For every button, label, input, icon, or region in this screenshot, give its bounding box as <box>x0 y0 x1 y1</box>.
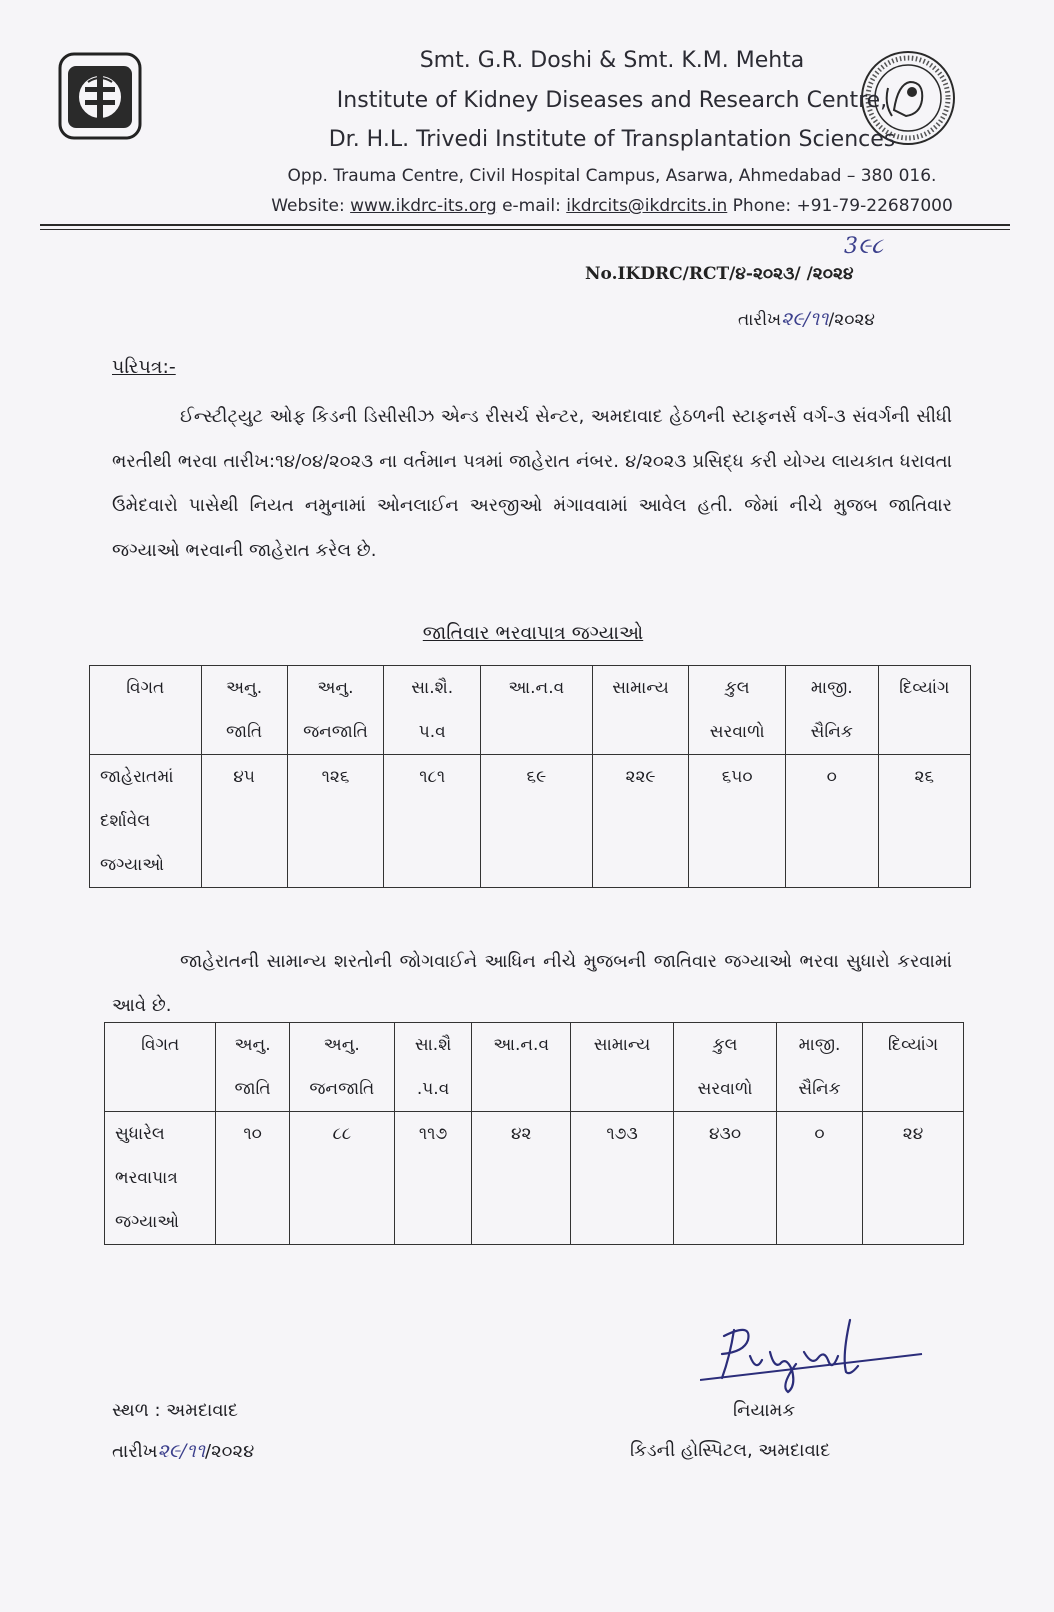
date-year: /૨૦૨૪ <box>828 310 875 330</box>
col-header: સા.શૈ. પ.વ <box>384 666 481 755</box>
date-label: તારીખ <box>112 1441 158 1462</box>
col-header: સામાન્ય <box>571 1023 674 1112</box>
cell-ex-serviceman: ૦ <box>786 755 878 888</box>
col-header: આ.ન.વ <box>472 1023 571 1112</box>
col-header: વિગત <box>105 1023 216 1112</box>
date-year: /૨૦૨૪ <box>205 1441 255 1462</box>
website-link[interactable]: www.ikdrc-its.org <box>350 196 497 216</box>
circular-heading: પરિપત્ર:- <box>112 356 176 378</box>
col-header: દિવ્યાંગ <box>878 666 971 755</box>
signatory-title: નિયામક <box>733 1400 796 1421</box>
table-title: જાતિવાર ભરવાપાત્ર જગ્યાઓ <box>422 622 644 644</box>
date-label: તારીખ <box>738 310 782 330</box>
reference-number: No.IKDRC/RCT/૪-૨૦૨૩/ /૨૦૨૪ <box>585 264 854 284</box>
header-divider-thin <box>40 229 1010 230</box>
col-header: કુલ સરવાળો <box>674 1023 777 1112</box>
header-divider <box>40 224 1010 226</box>
table-row <box>90 755 971 888</box>
cell-ews: ૪૨ <box>472 1112 571 1245</box>
email-label: e-mail: <box>496 196 567 216</box>
cell-st: ૧૨૬ <box>287 755 384 888</box>
phone-text: Phone: +91-79-22687000 <box>727 196 953 216</box>
circular-paragraph: ઈન્સ્ટીટ્યુટ ઓફ કિડની ડિસીસીઝ એન્ડ રીસર્ચ સેન્ટર, અમદાવાદ હેઠળની સ્ટાફનર્સ વર્ગ-૩ સંવર્ગની સીધી ભરતીથી ભરવા તારીખ:૧૪/૦૪/૨૦૨૩ ના વર્તમાન પત્રમાં જાહેરાત નંબર. ૪/૨૦૨૩ પ્રસિદ્ધ કરી યોગ્ય લાયકાત ધરાવતા ઉમેદવારો પાસેથી નિયત નમુનામાં ઓનલાઈન અરજીઓ મંગાવવામાં આવેલ હતી. જેમાં નીચે મુજબ જાતિવાર જગ્યાઓ ભરવાની જાહેરાત કરેલ છે. <box>112 406 952 561</box>
cell-general: ૨૨૯ <box>592 755 689 888</box>
place-line: સ્થળ : અમદાવાદ <box>112 1400 239 1421</box>
col-header: અનુ. જનજાતિ <box>287 666 384 755</box>
cell-ews: ૬૯ <box>481 755 593 888</box>
table-header-row <box>105 1023 964 1112</box>
cell-total: ૪૩૦ <box>674 1112 777 1245</box>
cell-sc: ૪૫ <box>201 755 287 888</box>
col-header: કુલ સરવાળો <box>689 666 786 755</box>
revised-posts-table <box>104 1022 964 1245</box>
website-label: Website: <box>271 196 351 216</box>
col-header: અનુ. જનજાતિ <box>289 1023 394 1112</box>
row-label: સુધારેલ ભરવાપાત્ર જગ્યાઓ <box>105 1112 216 1245</box>
letterhead-address: Opp. Trauma Centre, Civil Hospital Campus, Asarwa, Ahmedabad – 380 016. <box>287 166 937 186</box>
director-signature <box>700 1316 960 1400</box>
col-header: માજી. સૈનિક <box>786 666 878 755</box>
col-header: વિગત <box>90 666 202 755</box>
table-header-row <box>90 666 971 755</box>
cell-ex-serviceman: ૦ <box>777 1112 863 1245</box>
cell-sebc: ૧૮૧ <box>384 755 481 888</box>
col-header: સા.શૈ .પ.વ <box>394 1023 472 1112</box>
cell-sebc: ૧૧૭ <box>394 1112 472 1245</box>
cell-sc: ૧૦ <box>216 1112 289 1245</box>
letterhead-line-1: Smt. G.R. Doshi & Smt. K.M. Mehta <box>419 48 805 73</box>
col-header: દિવ્યાંગ <box>863 1023 964 1112</box>
letterhead-line-3: Dr. H.L. Trivedi Institute of Transplantation Sciences <box>328 127 896 152</box>
col-header: સામાન્ય <box>592 666 689 755</box>
col-header: આ.ન.વ <box>481 666 593 755</box>
date-handwritten: ૨૯/૧૧ <box>157 1440 206 1462</box>
cell-general: ૧૭૩ <box>571 1112 674 1245</box>
cell-st: ૮૮ <box>289 1112 394 1245</box>
col-header: અનુ. જાતિ <box>216 1023 289 1112</box>
revision-paragraph: જાહેરાતની સામાન્ય શરતોની જોગવાઈને આધિન નીચે મુજબની જાતિવાર જગ્યાઓ ભરવા સુધારો કરવામાં આવે છે. <box>112 951 952 1016</box>
email-link[interactable]: ikdrcits@ikdrcits.in <box>566 196 728 216</box>
cell-total: ૬૫૦ <box>689 755 786 888</box>
letterhead-contacts <box>85 196 1054 216</box>
signatory-organization: કિડની હોસ્પિટલ, અમદાવાદ <box>630 1440 831 1461</box>
date-handwritten: ૨૯/૧૧ <box>781 308 829 330</box>
table-row <box>105 1112 964 1245</box>
footer-date <box>112 1440 254 1462</box>
col-header: માજી. સૈનિક <box>777 1023 863 1112</box>
cell-disabled: ૨૪ <box>863 1112 964 1245</box>
advertised-posts-table <box>89 665 971 888</box>
col-header: અનુ. જાતિ <box>201 666 287 755</box>
handwritten-outward-number: 3૯૮ <box>844 234 884 259</box>
reference-date <box>738 308 875 330</box>
cell-disabled: ૨૬ <box>878 755 971 888</box>
row-label: જાહેરાતમાં દર્શાવેલ જગ્યાઓ <box>90 755 202 888</box>
letterhead-line-2: Institute of Kidney Diseases and Research Centre, <box>336 88 888 113</box>
